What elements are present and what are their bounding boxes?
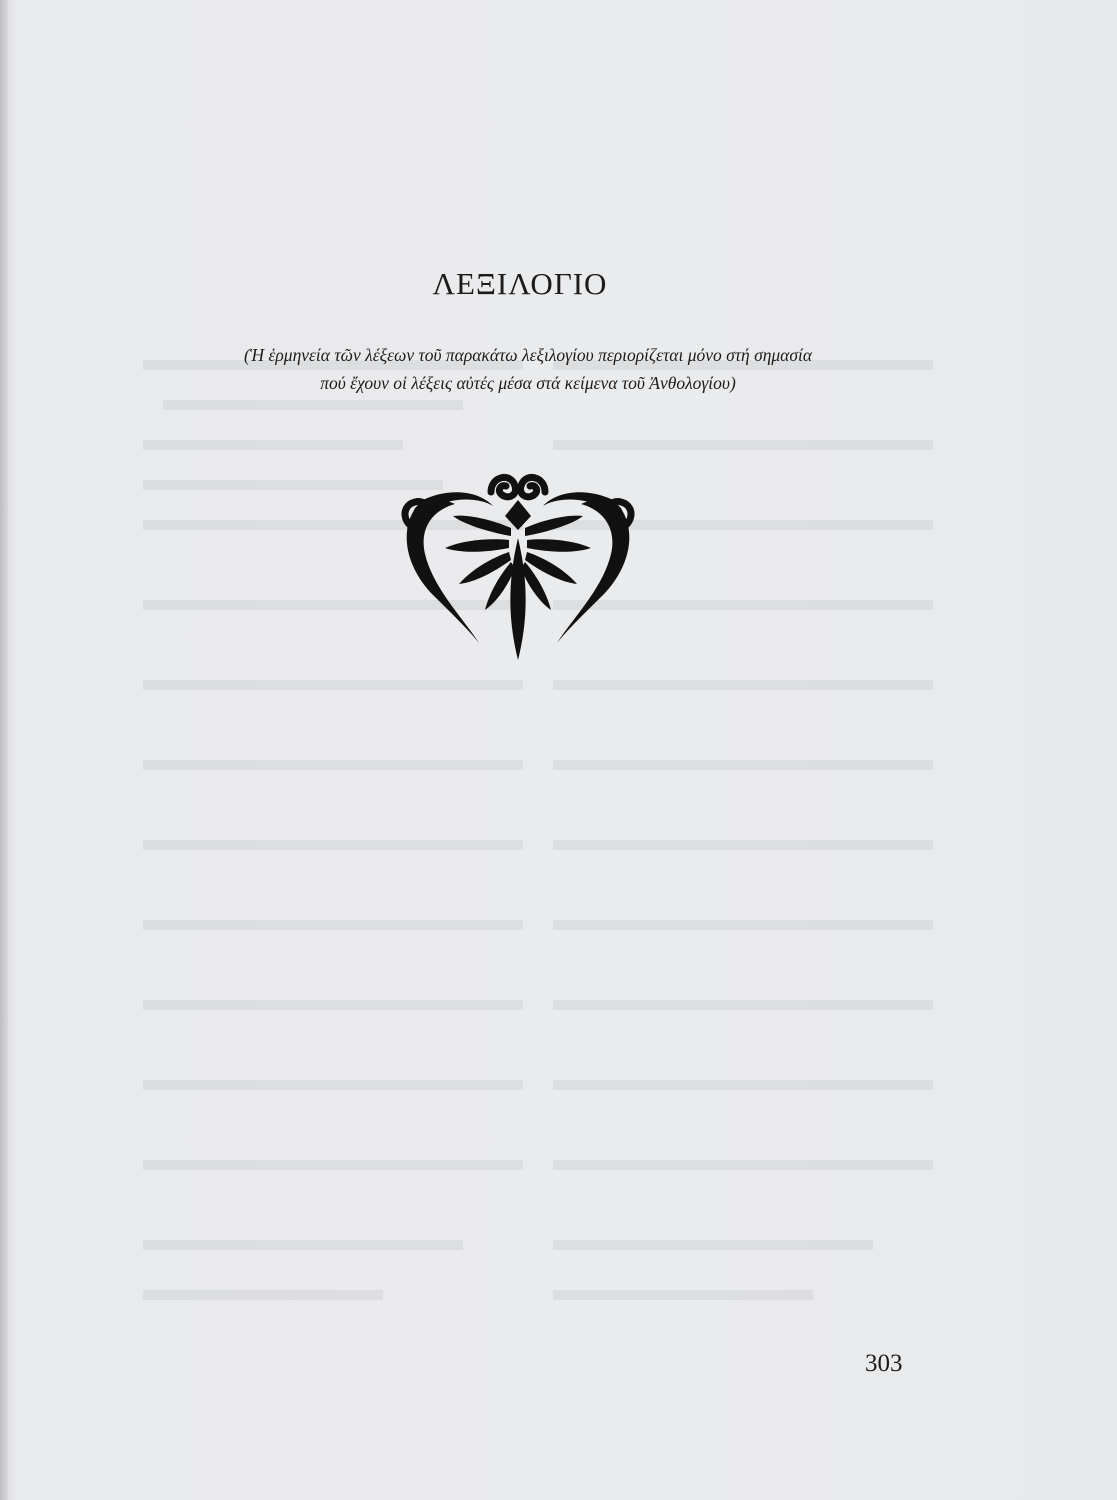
- glossary-note: [118, 341, 938, 397]
- anthemion-palmette-icon: [393, 458, 643, 668]
- page-title: ΛΕΞΙΛΟΓΙΟ: [432, 266, 608, 301]
- glossary-note-line-2: πού ἔχουν οἱ λέξεις αὐτές μέσα στά κείμενα τοῦ Ἀνθολογίου): [320, 373, 736, 393]
- binding-edge: [0, 0, 8, 1500]
- page-number: 303: [865, 1350, 903, 1377]
- show-through-texture: [143, 290, 943, 1310]
- glossary-note-line-1: (Ἡ ἑρμηνεία τῶν λέξεων τοῦ παρακάτω λεξιλογίου περιορίζεται μόνο στή σημασία: [243, 345, 813, 365]
